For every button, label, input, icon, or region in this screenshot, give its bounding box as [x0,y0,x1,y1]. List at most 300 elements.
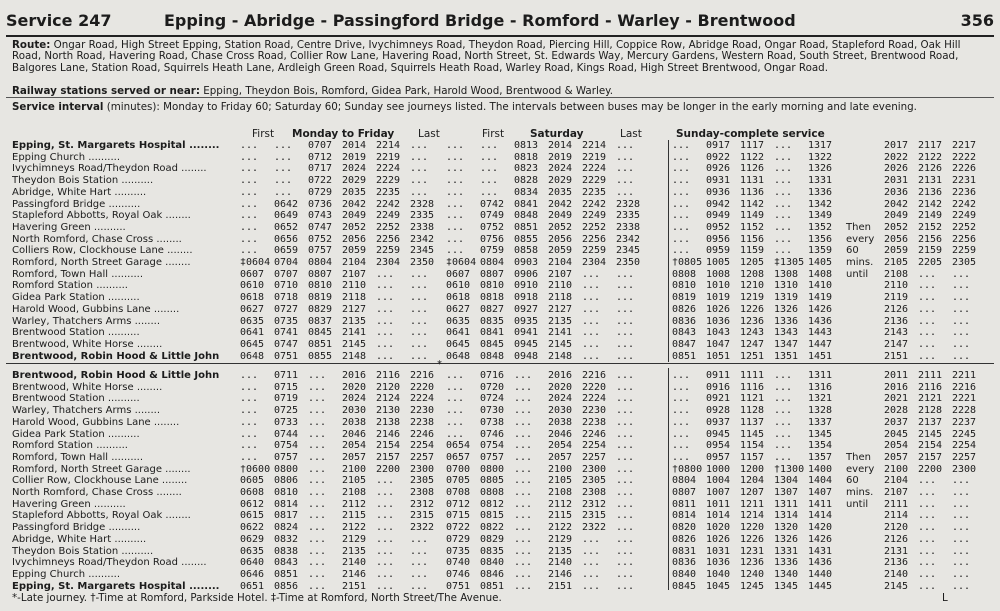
time-cell: 2122 [342,522,367,534]
time-cell: ... [410,140,429,151]
footnote [12,592,948,604]
time-cell: ... [240,405,259,417]
time-cell: ... [446,405,465,417]
table-row [12,499,990,511]
time-cell: 2256 [582,233,607,245]
time-cell: 0952 [706,221,731,233]
time-cell: ... [240,428,259,440]
time-cell: 0818 [514,151,539,163]
time-cell: 0814 [274,498,299,510]
time-cell: 2304 [376,257,401,268]
time-cell: ... [616,303,635,315]
time-cell: 2057 [884,451,909,463]
time-cell: 2226 [952,163,977,175]
time-cell: 0716 [480,370,505,381]
time-cell: 2214 [582,140,607,151]
stop-name: Romford, North Street Garage ........ [12,257,191,268]
time-cell: 2111 [884,498,909,510]
time-cell: 0640 [240,557,265,569]
footnote-text: *-Late journey. †-Time at Romford, Parkside Hotel. ‡-Time at Romford, North Street/The Avenue. [12,592,502,604]
time-cell: ... [616,186,635,198]
time-cell: 1322 [808,151,833,163]
table-row [12,269,990,281]
time-cell: ... [514,405,533,417]
time-cell: 2038 [548,416,573,428]
time-cell: 2115 [548,510,573,522]
table-row [12,405,990,417]
time-cell: 1336 [808,186,833,198]
time-cell: 1419 [808,292,833,304]
time-cell: ... [952,315,971,327]
time-cell: 2056 [884,233,909,245]
time-cell: 2021 [884,393,909,405]
time-cell: ... [616,370,635,381]
time-cell: 2154 [376,440,401,452]
time-cell: 2235 [582,186,607,198]
time-cell: 0956 [706,233,731,245]
stop-name: Brentwood, White Horse ........ [12,338,163,350]
stop-name: Ivychimneys Road/Theydon Road ........ [12,163,207,175]
time-cell: 2242 [376,198,401,210]
time-cell: 1159 [740,245,765,257]
time-cell: 1156 [740,233,765,245]
time-cell: ... [514,522,533,534]
time-cell: 0722 [446,522,471,534]
time-cell: ... [616,533,635,545]
service-number: Service 247 [6,11,112,30]
time-cell: ... [240,175,259,187]
time-cell: 2054 [548,440,573,452]
time-cell: 1051 [706,350,731,362]
time-cell: 1311 [774,498,799,510]
time-cell: 1314 [774,510,799,522]
time-cell: 1211 [740,498,765,510]
time-cell: ... [240,233,259,245]
time-cell: 0635 [240,545,265,557]
time-cell: 1336 [774,315,799,327]
stop-name: Havering Green .......... [12,221,126,233]
time-cell: ... [582,292,601,304]
time-cell: 1447 [808,338,833,350]
time-cell: 1407 [808,487,833,498]
time-cell: 2052 [548,221,573,233]
time-cell: 2107 [548,268,573,280]
time-cell: 2126 [884,303,909,315]
table-row [12,581,990,593]
time-cell: ... [376,327,395,339]
stop-name: Harold Wood, Gubbins Lane ........ [12,416,180,428]
table-row [12,222,990,234]
time-cell: 1411 [808,498,833,510]
time-cell: ... [410,315,429,327]
time-cell: ... [480,140,499,151]
time-cell: ... [514,487,533,498]
time-cell: 1149 [740,210,765,222]
time-cell: 2020 [342,381,367,393]
frequency-note-line: Then [846,221,871,233]
time-cell: 0806 [274,475,299,487]
time-cell: 0800 [274,463,299,475]
time-cell: ... [616,580,635,592]
table-row [12,440,990,452]
time-cell: 2052 [342,221,367,233]
table-row [12,280,990,292]
time-cell: 2300 [410,463,435,475]
time-cell: 1236 [740,315,765,327]
time-cell: 1321 [808,393,833,405]
time-cell: 1240 [740,568,765,580]
time-cell: ... [918,533,937,545]
time-cell: 0708 [446,487,471,498]
time-cell: 0843 [274,557,299,569]
table-row [12,234,990,246]
time-cell: ... [918,350,937,362]
time-cell: 0752 [480,221,505,233]
time-cell: 0622 [240,522,265,534]
time-cell: ... [672,245,691,257]
time-cell: ... [308,416,327,428]
time-cell: ... [774,393,793,405]
time-cell: ... [410,280,429,292]
time-cell: ... [514,557,533,569]
time-cell: 0927 [514,303,539,315]
time-cell: ... [514,568,533,580]
time-cell: 2026 [884,163,909,175]
time-cell: 1026 [706,533,731,545]
stop-name: Collier Row, Clockhouse Lane ........ [12,475,188,487]
time-cell: 0928 [706,405,731,417]
time-cell: 1116 [740,381,765,393]
time-cell: 0945 [706,428,731,440]
stop-name: Romford, North Street Garage ........ [12,463,191,475]
time-cell: ... [952,533,971,545]
time-cell: ... [514,580,533,592]
time-cell: 0645 [240,338,265,350]
time-cell: 2216 [582,370,607,381]
time-cell: 0937 [706,416,731,428]
time-cell: 0712 [308,151,333,163]
stop-name: North Romford, Chase Cross ........ [12,487,182,498]
time-cell: 0921 [706,393,731,405]
time-cell: 2259 [582,245,607,257]
time-cell: 1405 [808,257,833,268]
time-cell: 0948 [514,350,539,362]
time-cell: ... [582,268,601,280]
time-cell: ... [616,487,635,498]
time-cell: 2224 [376,163,401,175]
time-cell: ... [274,163,293,175]
time-cell: ... [672,370,691,381]
time-cell: ... [446,151,465,163]
time-cell: ... [446,381,465,393]
time-cell: ... [616,568,635,580]
time-cell: 2126 [918,163,943,175]
time-cell: ... [616,393,635,405]
time-cell: ... [514,510,533,522]
time-cell: 0629 [240,533,265,545]
time-cell: 2252 [582,221,607,233]
time-cell: ... [918,475,937,487]
time-cell: ‡1305 [774,257,805,268]
time-cell: 2126 [884,533,909,545]
time-cell: 0840 [672,568,697,580]
time-cell: 2242 [582,198,607,210]
time-cell: 2254 [952,440,977,452]
time-cell: 2312 [582,498,607,510]
time-cell: 2030 [342,405,367,417]
time-cell: 2149 [918,210,943,222]
time-cell: 2024 [548,163,573,175]
time-cell: 0835 [480,315,505,327]
time-cell: ... [446,233,465,245]
time-cell: ... [952,510,971,522]
time-cell: ... [774,405,793,417]
time-cell: 1047 [706,338,731,350]
time-cell: ... [582,580,601,592]
time-cell: 2024 [342,393,367,405]
time-cell: 2035 [548,186,573,198]
time-cell: ... [308,440,327,452]
time-cell: ... [240,151,259,163]
time-cell: ... [918,522,937,534]
time-cell: 2105 [548,475,573,487]
stop-name: Harold Wood, Gubbins Lane ........ [12,303,180,315]
time-cell: 2235 [376,186,401,198]
time-cell: ... [376,568,395,580]
time-cell: 2151 [548,580,573,592]
time-cell: 0722 [308,175,333,187]
time-cell: 1220 [740,522,765,534]
stop-name: Brentwood, Robin Hood & Little John [12,370,220,381]
stop-name: Stapleford Abbotts, Royal Oak ........ [12,210,191,222]
time-cell: ... [410,163,429,175]
time-cell: 2242 [952,198,977,210]
time-cell: 0707 [274,268,299,280]
frequency-note-line: Then [846,451,871,463]
time-cell: 0635 [446,315,471,327]
time-cell: 2335 [410,210,435,222]
time-cell: 2124 [376,393,401,405]
time-cell: ... [918,315,937,327]
time-cell: 1210 [740,280,765,292]
table-row [12,464,990,476]
time-cell: ... [446,370,465,381]
time-cell: 2229 [582,175,607,187]
time-cell: ... [446,140,465,151]
time-cell: 2236 [952,186,977,198]
time-cell: 2136 [918,186,943,198]
time-cell: 2156 [918,233,943,245]
frequency-note-line: every [846,233,875,245]
time-cell: 1207 [740,487,765,498]
time-cell: 0822 [480,522,505,534]
time-cell: 1337 [808,416,833,428]
time-cell: ... [514,451,533,463]
time-cell: ... [774,210,793,222]
stop-name: Ivychimneys Road/Theydon Road ........ [12,557,207,569]
time-cell: 0610 [240,280,265,292]
stop-name: Brentwood, Robin Hood & Little John [12,350,220,362]
time-cell: ... [446,210,465,222]
time-cell: ... [616,292,635,304]
time-cell: 0931 [706,175,731,187]
time-cell: 0646 [240,568,265,580]
time-cell: 1436 [808,315,833,327]
time-cell: 2020 [548,381,573,393]
time-cell: 0805 [480,475,505,487]
frequency-note-line: 60 [846,245,859,257]
time-cell: ... [240,186,259,198]
time-cell: 2022 [884,151,909,163]
time-cell: ... [616,545,635,557]
time-cell: 2108 [548,487,573,498]
time-cell: ... [582,303,601,315]
time-cell: 2037 [884,416,909,428]
table-row [12,152,990,164]
col-first-mf: First [252,128,275,140]
time-cell: 1152 [740,221,765,233]
time-cell: 0959 [706,245,731,257]
time-cell: 2024 [548,393,573,405]
time-cell: 0841 [514,198,539,210]
time-cell: ... [308,522,327,534]
time-cell: 0725 [274,405,299,417]
time-cell: 1043 [706,327,731,339]
time-cell: 2157 [376,451,401,463]
time-cell: ... [952,487,971,498]
time-cell: 0810 [672,280,697,292]
time-cell: 2214 [376,140,401,151]
time-cell: ... [410,557,429,569]
time-cell: 0733 [274,416,299,428]
time-cell: 1205 [740,257,765,268]
time-cell: 2016 [342,370,367,381]
time-cell: 0819 [672,292,697,304]
time-cell: 0845 [672,580,697,592]
time-cell: 1349 [808,210,833,222]
time-cell: ... [582,350,601,362]
time-cell: 1310 [774,280,799,292]
time-cell: ... [774,370,793,381]
time-cell: ... [616,350,635,362]
time-cell: ... [616,280,635,292]
time-cell: ... [616,315,635,327]
time-cell: 0710 [274,280,299,292]
time-cell: ... [616,440,635,452]
time-cell: 2146 [342,568,367,580]
time-cell: 0856 [274,580,299,592]
route-label: Route: [12,39,51,51]
time-cell: 0835 [480,545,505,557]
time-cell: ... [672,163,691,175]
time-cell: ... [446,416,465,428]
time-cell: †1300 [774,463,805,475]
time-cell: ... [952,268,971,280]
time-cell: 1340 [774,568,799,580]
stop-name: Gidea Park Station .......... [12,428,140,440]
time-cell: 1036 [706,557,731,569]
time-cell: 0936 [706,186,731,198]
time-cell: 1117 [740,140,765,151]
time-cell: 0841 [480,327,505,339]
col-first-sat: First [482,128,505,140]
time-cell: 2350 [616,257,641,268]
time-cell: 2127 [342,303,367,315]
time-cell: 2120 [884,522,909,534]
time-cell: 2028 [884,405,909,417]
time-cell: 0851 [672,350,697,362]
time-cell: 2135 [342,545,367,557]
time-cell: 0746 [480,428,505,440]
time-cell: 2328 [410,198,435,210]
time-cell: 2112 [342,498,367,510]
table-row [12,140,990,152]
time-cell: 2342 [410,233,435,245]
rail-label: Railway stations served or near: [12,85,200,97]
time-cell: 1005 [706,257,731,268]
time-cell: 0738 [480,416,505,428]
stop-name: Theydon Bois Station .......... [12,175,154,187]
time-cell: 2024 [342,163,367,175]
time-cell: 2151 [342,580,367,592]
time-cell: 2135 [548,545,573,557]
time-cell: 0817 [274,510,299,522]
time-cell: ... [240,440,259,452]
time-cell: 2200 [918,463,943,475]
time-cell: 0824 [274,522,299,534]
time-cell: 0754 [480,440,505,452]
time-cell: ... [616,327,635,339]
time-cell: ... [918,292,937,304]
time-cell: 2042 [884,198,909,210]
time-cell: 0949 [706,210,731,222]
time-cell: ... [918,568,937,580]
time-cell: 0752 [308,233,333,245]
time-cell: 0715 [274,381,299,393]
time-cell: 2224 [410,393,435,405]
stop-name: Warley, Thatchers Arms ........ [12,405,161,417]
time-cell: 2154 [918,440,943,452]
time-cell: ... [774,428,793,440]
time-cell: 0804 [672,475,697,487]
time-cell: ... [672,233,691,245]
time-cell: 2335 [616,210,641,222]
time-cell: 0910 [514,280,539,292]
time-cell: 2110 [884,280,909,292]
time-cell: 2105 [884,257,909,268]
time-cell: 1010 [706,280,731,292]
time-cell: ... [308,580,327,592]
time-cell: 2249 [952,210,977,222]
time-cell: ... [672,381,691,393]
time-cell: 1426 [808,533,833,545]
time-cell: 2107 [884,487,909,498]
time-cell: 1320 [774,522,799,534]
time-cell: ... [376,268,395,280]
time-cell: 0957 [706,451,731,463]
time-cell: ... [308,475,327,487]
time-cell: 2142 [918,198,943,210]
time-cell: ... [308,533,327,545]
stop-name: Brentwood Station .......... [12,327,140,339]
time-cell: ... [918,280,937,292]
time-cell: ... [446,393,465,405]
time-cell: 2345 [410,245,435,257]
footer-mark: L [942,592,948,604]
time-cell: 0700 [446,463,471,475]
time-cell: ... [616,557,635,569]
time-cell: 1200 [740,463,765,475]
